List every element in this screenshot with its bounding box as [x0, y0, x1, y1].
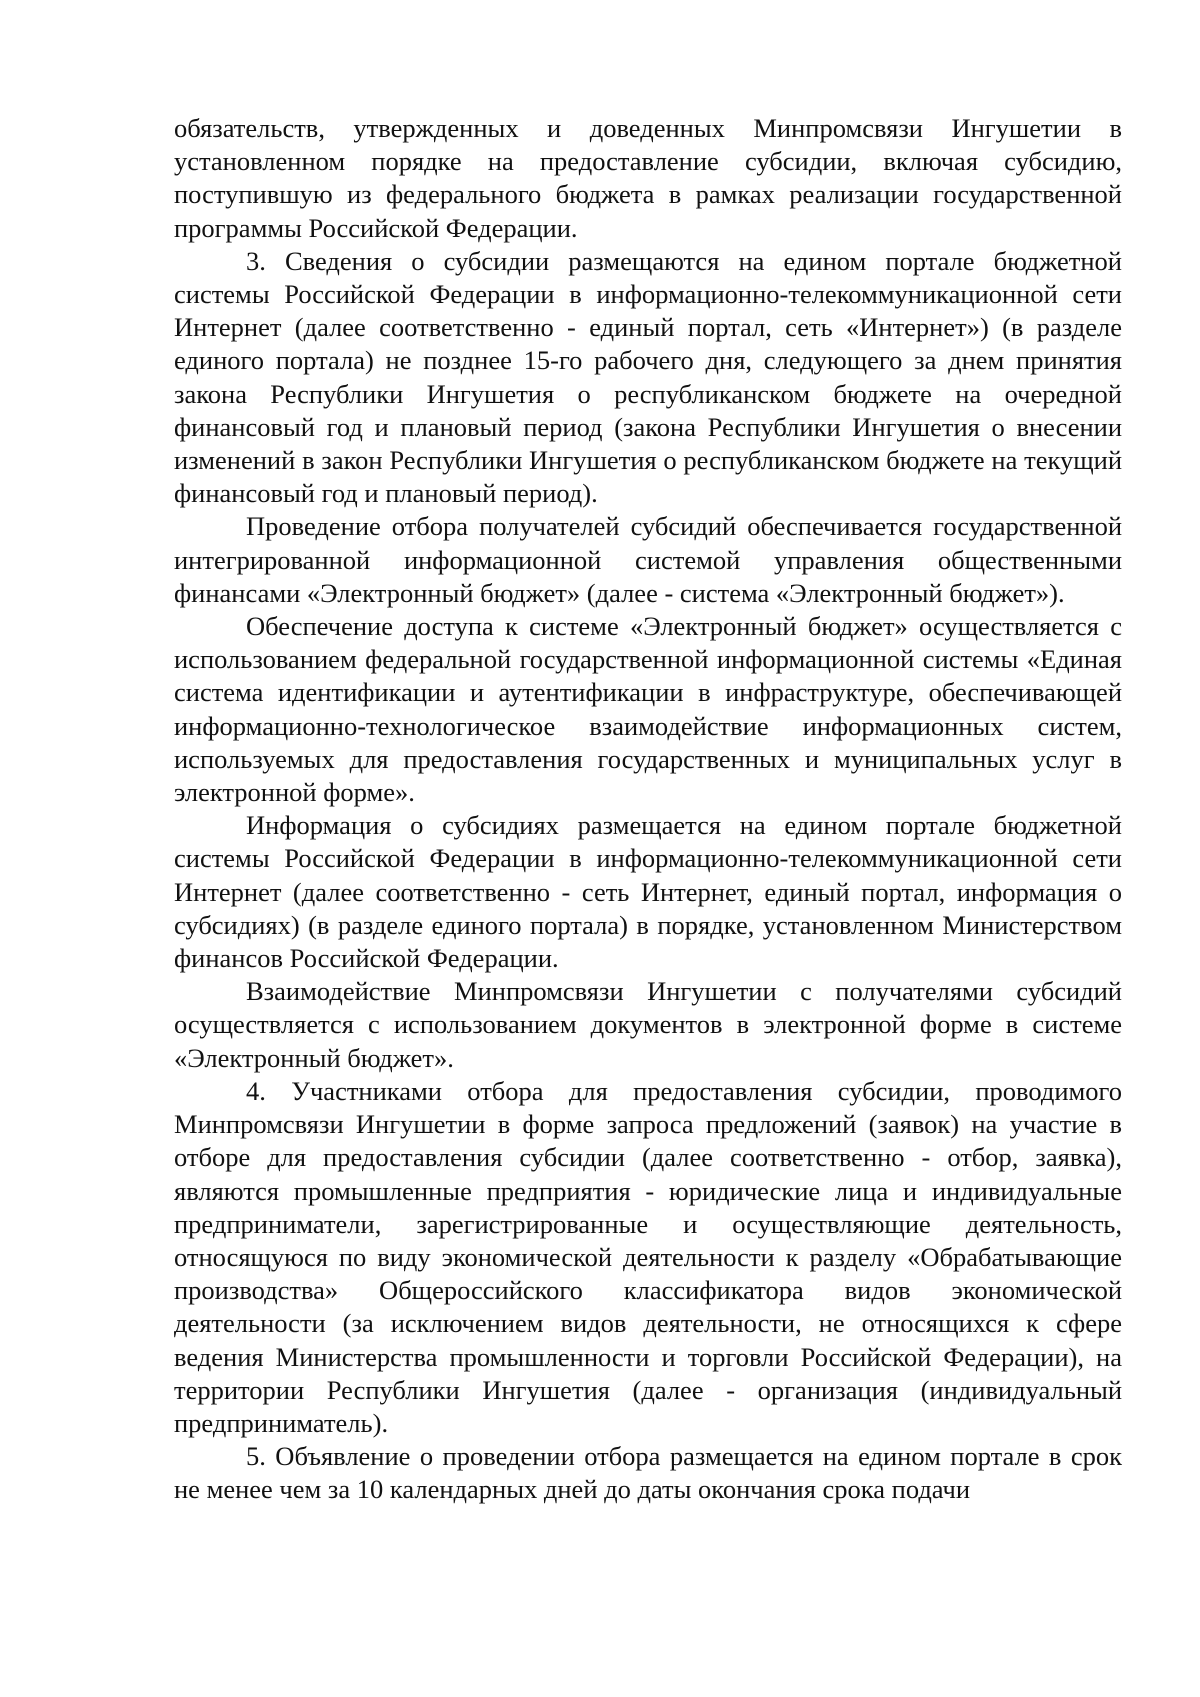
paragraph-item-4-participants: 4. Участниками отбора для предоставления субсидии, проводимого Минпромсвязи Ингушетии в форме запроса предложений (заявок) на участие в отборе для предоставления субсидии (далее соответственно - отбор, заявка), являются промышленные предприятия - юридические лица и индивидуальные предприниматели, зарегистрированные и осуществляющие деятельность, относящуюся по виду экономической деятельности к разделу «Обрабатывающие производства» Общероссийского классификатора видов экономической деятельности (за исключением видов деятельности, не относящихся к сфере ведения Министерства промышленности и торговли Российской Федерации), на территории Республики Ингушетия (далее - организация (индивидуальный предприниматель).	[174, 1075, 1122, 1438]
paragraph-system-access: Обеспечение доступа к системе «Электронный бюджет» осуществляется с использованием федеральной государственной информационной системы «Единая система идентификации и аутентификации в инфраструктуре, обеспечивающей информационно-технологическое взаимодействие информационных систем, используемых для предоставления государственных и муниципальных услуг в электронной форме».	[174, 611, 1122, 808]
paragraph-item-5-announcement: 5. Объявление о проведении отбора размещается на едином портале в срок не менее чем за 10 календарных дней до даты окончания срока подачи	[174, 1441, 1122, 1505]
paragraph-selection-system: Проведение отбора получателей субсидий обеспечивается государственной интегрированной информационной системой управления общественными финансами «Электронный бюджет» (далее - система «Электронный бюджет»).	[174, 511, 1122, 608]
paragraph-subsidy-obligations: обязательств, утвержденных и доведенных Минпромсвязи Ингушетии в установленном порядке на предоставление субсидии, включая субсидию, поступившую из федерального бюджета в рамках реализации государственной программы Российской Федерации.	[174, 113, 1122, 243]
paragraph-subsidy-information: Информация о субсидиях размещается на едином портале бюджетной системы Российской Федерации в информационно-телекоммуникационной сети Интернет (далее соответственно - сеть Интернет, единый портал, информация о субсидиях) (в разделе единого портала) в порядке, установленном Министерством финансов Российской Федерации.	[174, 810, 1122, 974]
paragraph-interaction: Взаимодействие Минпромсвязи Ингушетии с получателями субсидий осуществляется с использованием документов в электронной форме в системе «Электронный бюджет».	[174, 976, 1122, 1073]
paragraph-item-3-subsidy-info: 3. Сведения о субсидии размещаются на едином портале бюджетной системы Российской Федерации в информационно-телекоммуникационной сети Интернет (далее соответственно - единый портал, сеть «Интернет») (в разделе единого портала) не позднее 15-го рабочего дня, следующего за днем принятия закона Республики Ингушетия о республиканском бюджете на очередной финансовый год и плановый период (закона Республики Ингушетия о внесении изменений в закон Республики Ингушетия о республиканском бюджете на текущий финансовый год и плановый период).	[174, 245, 1122, 509]
document-body	[174, 112, 1122, 1507]
